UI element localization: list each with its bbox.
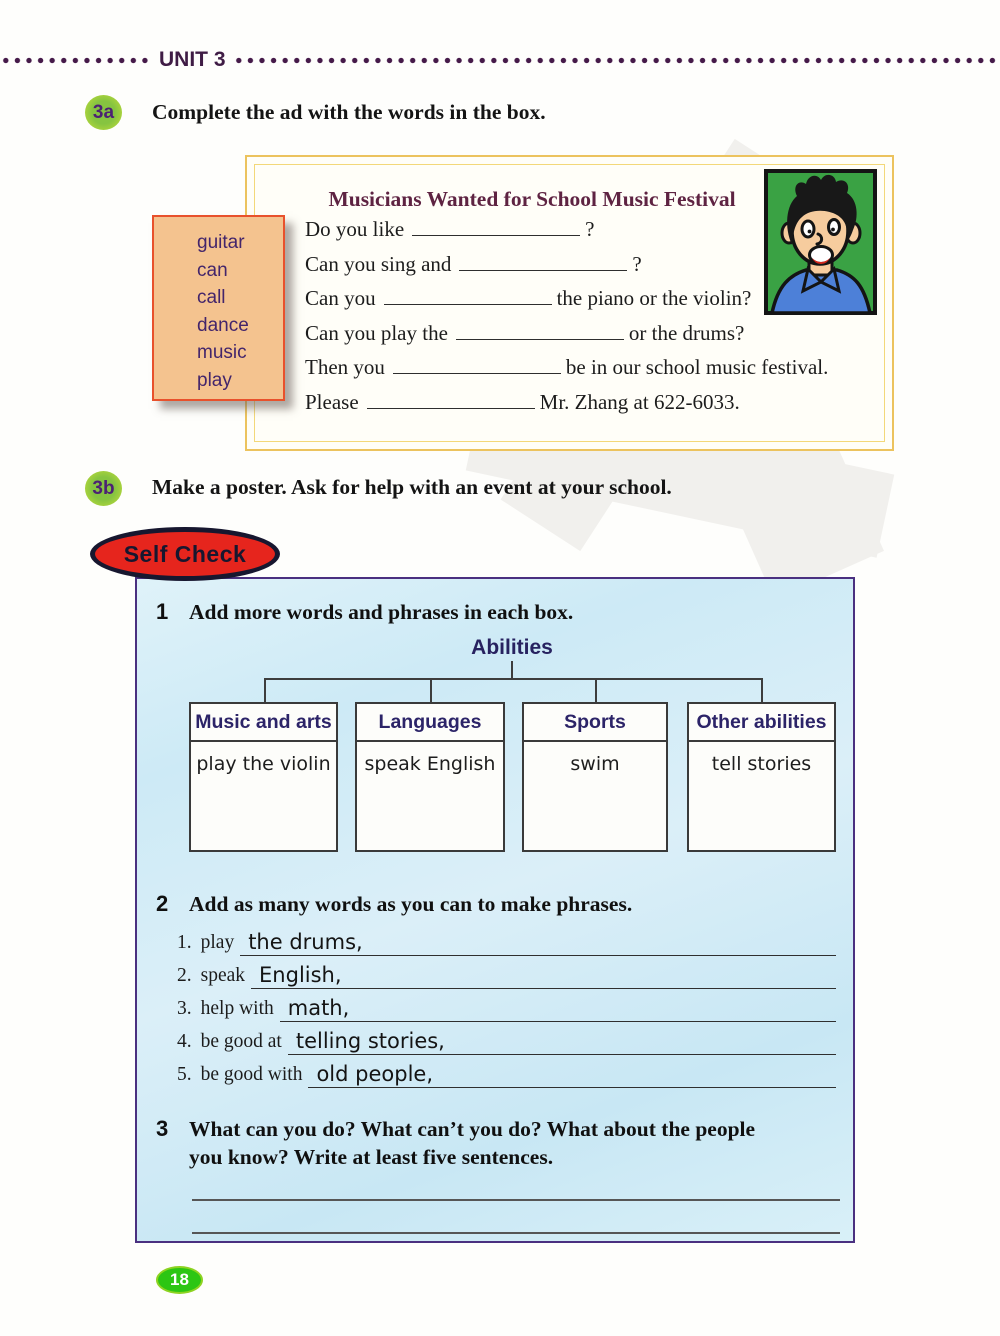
- phrase-answer: math,: [280, 996, 360, 1022]
- ad-line-text: the piano or the violin?: [556, 286, 752, 310]
- ad-line: [305, 316, 878, 351]
- writing-blank-line: [192, 1232, 840, 1234]
- ad-line-text: Can you: [305, 286, 376, 310]
- category-box-other-abilities: [687, 702, 836, 852]
- category-example: swim: [570, 753, 620, 775]
- ad-line-text: Can you play the: [305, 320, 448, 345]
- category-title: Other abilities: [689, 704, 834, 742]
- category-box-languages: [355, 702, 505, 852]
- phrase-prompt: play: [200, 932, 235, 953]
- self-check-label: Self Check: [90, 527, 280, 581]
- phrase-number: 1.: [177, 932, 192, 953]
- category-box-sports: [522, 702, 668, 852]
- phrase-prompt: speak: [200, 965, 246, 986]
- category-example: play the violin: [196, 753, 331, 775]
- fill-in-blank: [384, 286, 552, 305]
- fill-in-blank: [412, 217, 580, 236]
- phrase-row: [177, 991, 836, 1022]
- tree-connector: [264, 678, 763, 680]
- section-3a-badge: 3a: [85, 95, 122, 130]
- phrase-number: 3.: [177, 998, 192, 1019]
- dotted-rule-right: [233, 57, 1000, 64]
- ad-line-text: ?: [632, 251, 642, 276]
- fill-in-blank: [456, 321, 624, 340]
- phrase-prompt: help with: [200, 998, 274, 1019]
- phrase-blank-line: [443, 1086, 836, 1088]
- word-box: [152, 215, 285, 401]
- phrase-answer: telling stories,: [288, 1029, 455, 1055]
- category-title: Music and arts: [191, 704, 336, 742]
- category-box-music-and-arts: [189, 702, 338, 852]
- ad-line-text: Then you: [305, 355, 385, 379]
- page-number-badge: 18: [156, 1266, 203, 1294]
- phrase-prompt: be good at: [200, 1031, 282, 1052]
- phrase-number: 4.: [177, 1031, 192, 1052]
- phrase-row: [177, 1024, 836, 1055]
- item-1-number: 1: [156, 599, 169, 624]
- item-2-instruction: Add as many words as you can to make phrases.: [189, 892, 633, 916]
- tree-connector: [595, 678, 597, 704]
- category-title: Languages: [357, 704, 503, 742]
- ad-title: Musicians Wanted for School Music Festival: [328, 187, 736, 211]
- phrase-answer: English,: [251, 963, 352, 989]
- ad-line-text: Can you sing and: [305, 251, 452, 276]
- word-item: dance: [197, 314, 249, 336]
- tree-connector: [511, 661, 513, 679]
- fill-in-blank: [367, 390, 535, 409]
- ad-line-text: be in our school music festival.: [565, 355, 829, 379]
- tree-connector: [761, 678, 763, 704]
- ad-line-text: ?: [585, 217, 595, 241]
- phrase-row: [177, 958, 836, 989]
- phrase-blank-line: [373, 954, 836, 956]
- self-check-box: [135, 577, 855, 1243]
- phrase-number: 2.: [177, 965, 192, 986]
- phrase-answer: old people,: [308, 1062, 443, 1088]
- ad-line: [305, 385, 878, 420]
- word-item: guitar: [197, 232, 245, 253]
- ad-line-text: Please: [305, 389, 359, 414]
- phrase-row: [177, 1057, 836, 1088]
- category-example: speak English: [364, 753, 496, 775]
- section-3a-instruction: Complete the ad with the words in the box.: [152, 100, 546, 124]
- tree-connector: [430, 678, 432, 704]
- phrase-number: 5.: [177, 1064, 192, 1085]
- dotted-rule-left: [0, 57, 152, 64]
- item-3-number: 3: [156, 1116, 169, 1141]
- section-3b-instruction: Make a poster. Ask for help with an event at your school.: [152, 475, 672, 499]
- phrase-blank-line: [359, 1020, 836, 1022]
- word-item: music: [197, 342, 247, 364]
- unit-title: UNIT 3: [159, 48, 226, 71]
- ad-line-text: or the drums?: [628, 320, 745, 345]
- tree-connector: [264, 678, 266, 704]
- ad-line-text: Do you like: [305, 217, 405, 241]
- item-3-instruction-line2: you know? Write at least five sentences.: [189, 1145, 554, 1169]
- phrase-row: [177, 925, 836, 956]
- section-3b-badge: 3b: [85, 471, 122, 506]
- fill-in-blank: [459, 252, 627, 271]
- category-title: Sports: [524, 704, 666, 742]
- item-2-number: 2: [156, 891, 169, 916]
- item-3-instruction: [189, 1115, 844, 1171]
- category-example: tell stories: [711, 753, 812, 775]
- ad-line: [305, 350, 878, 385]
- phrase-blank-line: [455, 1053, 836, 1055]
- tree-root-label: Abilities: [471, 636, 553, 659]
- phrase-blank-line: [352, 987, 836, 989]
- writing-blank-line: [192, 1199, 840, 1201]
- word-item: can: [197, 259, 228, 281]
- ad-box: [245, 155, 894, 451]
- fill-in-blank: [393, 355, 561, 374]
- ad-line-text: Mr. Zhang at 622-6033.: [539, 389, 740, 414]
- boy-illustration: [764, 169, 877, 315]
- item-3-instruction-line1: What can you do? What can’t you do? What about the people: [189, 1117, 756, 1141]
- word-item: call: [197, 287, 226, 309]
- word-item: play: [197, 369, 232, 391]
- phrase-prompt: be good with: [200, 1064, 303, 1085]
- phrase-answer: the drums,: [240, 930, 373, 956]
- item-1-instruction: Add more words and phrases in each box.: [189, 600, 574, 624]
- unit-header: [0, 47, 1000, 73]
